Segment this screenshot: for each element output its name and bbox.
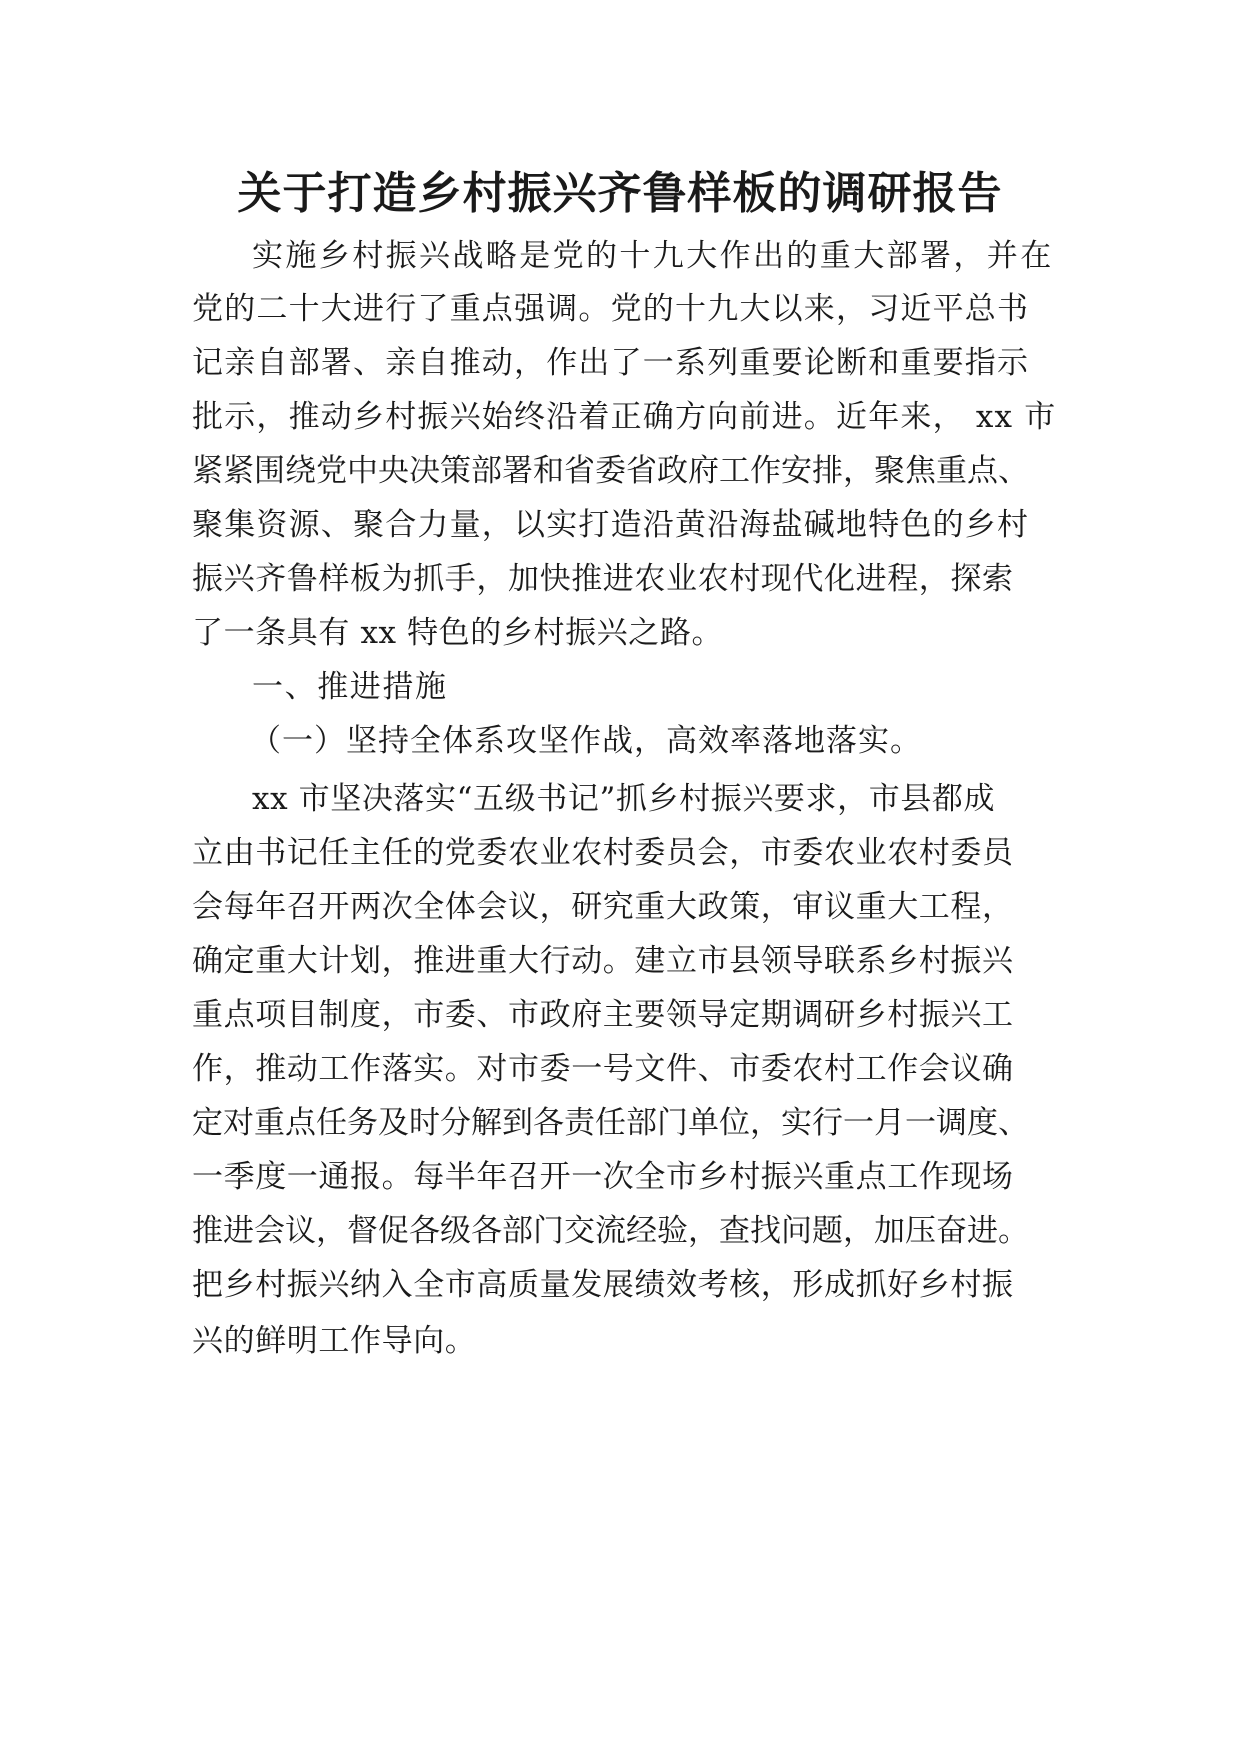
section-heading: 一、推进措施 — [252, 669, 448, 705]
body-line: 会每年召开两次全体会议，研究重大政策，审议重大工程， — [192, 889, 1014, 925]
body-line: 重点项目制度，市委、市政府主要领导定期调研乡村振兴工 — [192, 997, 1014, 1033]
intro-line: 紧紧围绕党中央决策部署和省委省政府工作安排，聚焦重点、 — [192, 453, 1029, 489]
body-line: 作，推动工作落实。对市委一号文件、市委农村工作会议确 — [192, 1051, 1014, 1087]
intro-line: 了一条具有 xx 特色的乡村振兴之路。 — [192, 615, 724, 651]
body-line: 推进会议，督促各级各部门交流经验，查找问题，加压奋进。 — [192, 1213, 1029, 1249]
intro-line: 实施乡村振兴战略是党的十九大作出的重大部署，并在 — [252, 238, 1054, 274]
body-line: 立由书记任主任的党委农业农村委员会，市委农业农村委员 — [192, 835, 1014, 871]
body-line: 把乡村振兴纳入全市高质量发展绩效考核，形成抓好乡村振 — [192, 1267, 1014, 1303]
body-line: 兴的鲜明工作导向。 — [192, 1323, 477, 1359]
intro-line: 记亲自部署、亲自推动，作出了一系列重要论断和重要指示 — [192, 345, 1030, 381]
intro-line: 批示，推动乡村振兴始终沿着正确方向前进。近年来， xx 市 — [192, 399, 1057, 435]
document-title: 关于打造乡村振兴齐鲁样板的调研报告 — [237, 168, 1003, 219]
body-line: 确定重大计划，推进重大行动。建立市县领导联系乡村振兴 — [192, 943, 1014, 979]
intro-line: 振兴齐鲁样板为抓手，加快推进农业农村现代化进程，探索 — [192, 561, 1014, 597]
body-line: 定对重点任务及时分解到各责任部门单位，实行一月一调度、 — [192, 1105, 1029, 1141]
intro-line: 聚集资源、聚合力量，以实打造沿黄沿海盐碱地特色的乡村 — [192, 507, 1030, 543]
subsection-heading: （一）坚持全体系攻坚作战，高效率落地落实。 — [250, 723, 922, 759]
body-line: 一季度一通报。每半年召开一次全市乡村振兴重点工作现场 — [192, 1159, 1014, 1195]
body-line: xx 市坚决落实“五级书记”抓乡村振兴要求，市县都成 — [252, 781, 996, 817]
intro-line: 党的二十大进行了重点强调。党的十九大以来，习近平总书 — [192, 291, 1030, 327]
